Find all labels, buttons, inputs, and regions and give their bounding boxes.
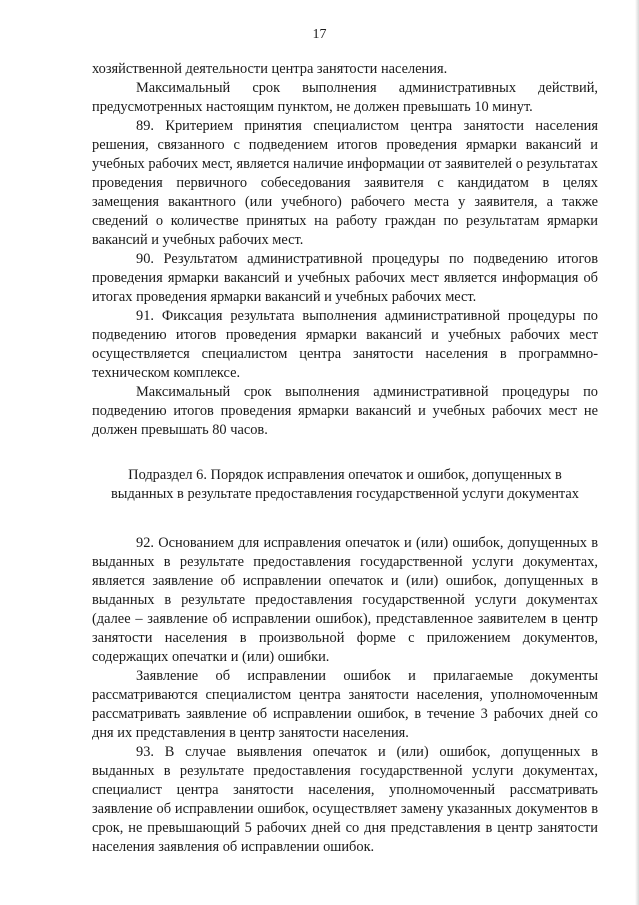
- subsection-heading: Подраздел 6. Порядок исправления опечаток и ошибок, допущенных в выданных в результате предоставления государственной услуги документах: [111, 467, 579, 502]
- paragraph-93: 93. В случае выявления опечаток и (или) ошибок, допущенных в выданных в результате предоставления государственной услуги документах, специалист центра занятости населения, уполномоченный рассматривать заявление об исправлении ошибок, осуществляет замену указанных документов в срок, не превышающий 5 рабочих дней со дня представления в центр занятости населения заявления об исправлении ошибок.: [92, 744, 598, 855]
- page-edge-shadow: [635, 0, 639, 905]
- paragraph-92: 92. Основанием для исправления опечаток и (или) ошибок, допущенных в выданных в результате предоставления государственной услуги документах, является заявление об исправлении опечаток и (или) ошибок, допущенных в выданных в результате предоставления государственной услуги документах (далее – заявление об исправлении ошибок), представленное заявителем в центр занятости населения в произвольной форме с приложением документов, содержащих опечатки и (или) ошибки.: [92, 535, 598, 665]
- paragraph-application-review: Заявление об исправлении ошибок и прилагаемые документы рассматриваются специалистом центра занятости населения, уполномоченным рассматривать заявление об исправлении ошибок, в течение 3 рабочих дней со дня их представления в центр занятости населения.: [92, 668, 598, 741]
- paragraph-91: 91. Фиксация результата выполнения административной процедуры по подведению итогов проведения ярмарки вакансий и учебных рабочих мест осуществляется специалистом центра занятости населения в программно-техническом комплексе.: [92, 308, 598, 381]
- page-number: 17: [312, 27, 327, 42]
- paragraph-89: 89. Критерием принятия специалистом центра занятости населения решения, связанного с подведением итогов проведения ярмарки вакансий и учебных рабочих мест, является наличие информации от заявителей о результатах проведения первичного собеседования заявителя с кандидатом в целях замещения вакантного (или учебного) рабочего места у заявителя, а также сведений о количестве принятых на работу граждан по результатам ярмарки вакансий и учебных рабочих мест.: [92, 118, 598, 248]
- paragraph-max-time-actions: Максимальный срок выполнения административных действий, предусмотренных настоящим пунктом, не должен превышать 10 минут.: [92, 80, 598, 115]
- paragraph-max-time-procedure: Максимальный срок выполнения административной процедуры по подведению итогов проведения ярмарки вакансий и учебных рабочих мест не должен превышать 80 часов.: [92, 384, 598, 438]
- document-body: [92, 60, 598, 857]
- paragraph-continuation: хозяйственной деятельности центра занятости населения.: [92, 61, 448, 77]
- paragraph-90: 90. Результатом административной процедуры по подведению итогов проведения ярмарки вакансий и учебных рабочих мест является информация об итогах проведения ярмарки вакансий и учебных рабочих мест.: [92, 251, 598, 305]
